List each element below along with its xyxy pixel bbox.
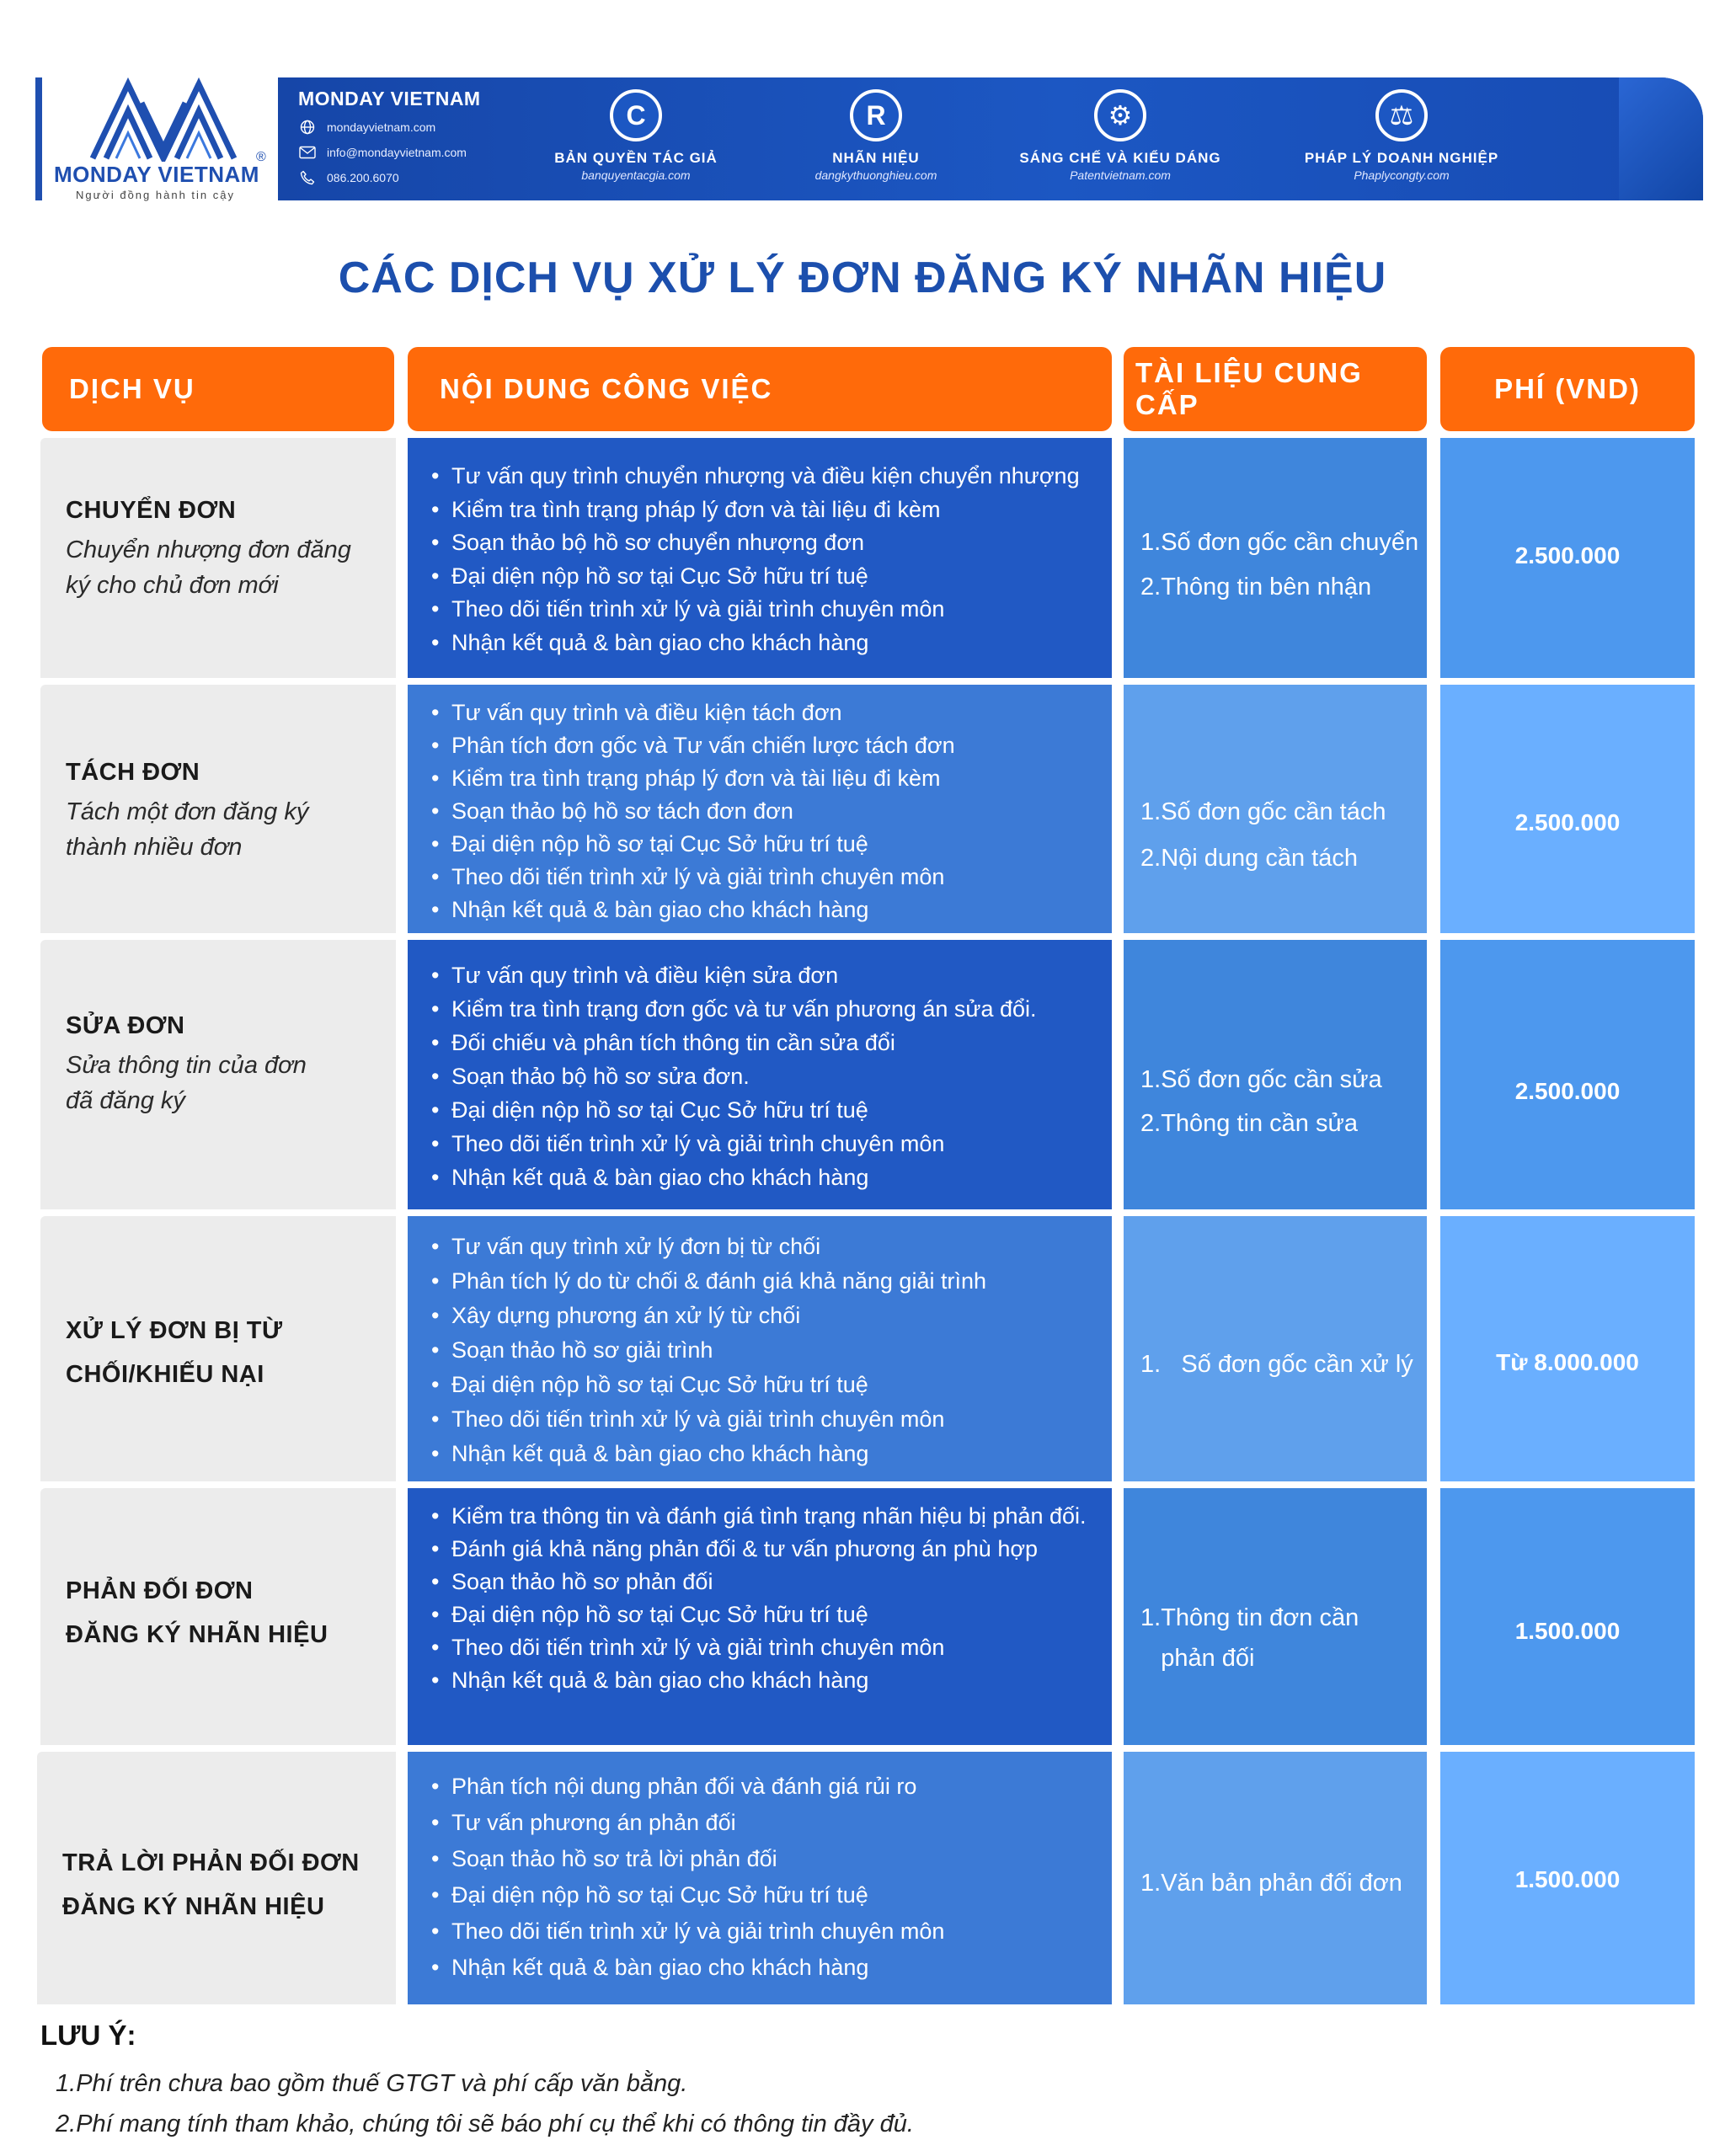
fee-value: 1.500.000 (1514, 1866, 1621, 1892)
service-cell (37, 1752, 396, 2004)
documents-list (1140, 1861, 1422, 1905)
column-header-docs: TÀI LIỆU CUNG CẤP (1124, 347, 1427, 431)
task-item: • Kiểm tra thông tin và đánh giá tình trạng nhãn hiệu bị phản đối. (431, 1500, 1095, 1533)
task-list (431, 460, 1095, 659)
service-name: ĐĂNG KÝ NHÃN HIỆU (66, 1621, 328, 1648)
document-text (1161, 1598, 1359, 1678)
email-text[interactable]: info@mondayvietnam.com (327, 146, 467, 159)
document-number: 1. (1140, 1351, 1182, 1378)
task-item: • Soạn thảo hồ sơ trả lời phản đối (431, 1841, 1095, 1877)
document-item (1140, 1598, 1422, 1678)
task-item: • Theo dõi tiến trình xử lý và giải trình chuyên môn (431, 861, 1095, 894)
document-line: Thông tin bên nhận (1161, 574, 1372, 600)
document-line: Số đơn gốc cần xử lý (1181, 1351, 1413, 1378)
service-title: NHÃN HIỆU (832, 150, 920, 166)
task-cell (408, 438, 1112, 678)
task-item: • Nhận kết quả & bàn giao cho khách hàng (431, 627, 1095, 660)
service-cell-content (66, 488, 379, 603)
task-item: • Theo dõi tiến trình xử lý và giải trình chuyên môn (431, 1402, 1095, 1437)
header-banner (278, 77, 1703, 200)
note-text: Phí mang tính tham khảo, chúng tôi sẽ báo phí cụ thể khi có thông tin đầy đủ. (76, 2111, 914, 2137)
task-item: • Nhận kết quả & bàn giao cho khách hàng (431, 1950, 1095, 1986)
task-item: • Nhận kết quả & bàn giao cho khách hàng (431, 1437, 1095, 1471)
service-name: TRẢ LỜI PHẢN ĐỐI ĐƠN (62, 1849, 360, 1876)
task-item: • Xây dựng phương án xử lý từ chối (431, 1299, 1095, 1333)
globe-icon (298, 120, 317, 135)
service-name: TÁCH ĐƠN (66, 759, 200, 786)
documents-list (1140, 789, 1422, 882)
registered-mark: ® (256, 150, 266, 164)
task-item: • Soạn thảo bộ hồ sơ chuyển nhượng đơn (431, 526, 1095, 560)
document-number: 1. (1140, 1066, 1162, 1093)
company-contact-block (298, 88, 481, 186)
service-legal[interactable] (1284, 89, 1519, 182)
document-number: 2. (1140, 574, 1162, 600)
phone-contact[interactable] (298, 169, 481, 186)
document-text (1161, 520, 1418, 565)
table-row (0, 1216, 1725, 1481)
task-item: • Đánh giá khả năng phản đối & tư vấn phương án phù hợp (431, 1533, 1095, 1566)
document-number: 2. (1140, 845, 1162, 872)
task-item: • Kiểm tra tình trạng đơn gốc và tư vấn phương án sửa đổi. (431, 992, 1095, 1026)
column-header-service: DỊCH VỤ (42, 347, 394, 431)
documents-list (1140, 1058, 1422, 1145)
task-item: • Phân tích đơn gốc và Tư vấn chiến lược tách đơn (431, 729, 1095, 762)
document-line: Thông tin đơn cần (1161, 1604, 1359, 1631)
column-header-job: NỘI DUNG CÔNG VIỆC (408, 347, 1112, 431)
phone-text[interactable]: 086.200.6070 (327, 171, 399, 184)
note-item (56, 2111, 914, 2138)
documents-cell (1124, 685, 1427, 933)
document-number: 2. (1140, 1110, 1162, 1137)
task-cell (408, 1752, 1112, 2004)
logo-m-mark-icon (76, 77, 270, 162)
website-contact[interactable] (298, 119, 481, 136)
phone-icon (298, 170, 317, 185)
task-item: • Đối chiếu và phân tích thông tin cần sửa đổi (431, 1026, 1095, 1059)
task-list (431, 1230, 1095, 1471)
task-item: • Nhận kết quả & bàn giao cho khách hàng (431, 1161, 1095, 1194)
column-header-fee: PHÍ (VND) (1440, 347, 1695, 431)
document-item (1140, 520, 1422, 565)
documents-cell (1124, 1752, 1427, 2004)
document-line: Số đơn gốc cần tách (1161, 798, 1386, 825)
service-description: thành nhiều đơn (66, 834, 243, 861)
task-item: • Nhận kết quả & bàn giao cho khách hàng (431, 1664, 1095, 1697)
document-line: phản đối (1161, 1645, 1255, 1672)
task-item: • Đại diện nộp hồ sơ tại Cục Sở hữu trí tuệ (431, 560, 1095, 594)
task-item: • Kiểm tra tình trạng pháp lý đơn và tài liệu đi kèm (431, 494, 1095, 527)
fee-cell (1440, 1752, 1695, 2004)
task-cell (408, 685, 1112, 933)
service-cell-content (66, 1004, 379, 1118)
note-number: 1. (56, 2070, 77, 2097)
fee-value: 1.500.000 (1514, 1618, 1621, 1644)
task-cell (408, 1216, 1112, 1481)
document-number: 1. (1140, 529, 1162, 556)
documents-cell (1124, 438, 1427, 678)
service-name: CHỐI/KHIẾU NẠI (66, 1361, 264, 1388)
documents-cell (1124, 1488, 1427, 1745)
fee-value: 2.500.000 (1514, 1078, 1621, 1104)
task-item: • Đại diện nộp hồ sơ tại Cục Sở hữu trí tuệ (431, 1093, 1095, 1127)
document-number: 1. (1140, 1604, 1162, 1631)
logo-name: MONDAY VIETNAM (54, 162, 259, 187)
table-row (0, 1488, 1725, 1745)
service-cell-content (66, 750, 379, 865)
notes-heading: LƯU Ý: (40, 2020, 136, 2051)
service-cell (40, 1216, 396, 1481)
document-item (1140, 565, 1422, 610)
service-url[interactable]: dangkythuonghieu.com (814, 168, 937, 182)
copyright-icon: C (610, 89, 662, 141)
company-logo (35, 77, 273, 202)
document-item (1140, 1342, 1422, 1386)
task-item: • Phân tích nội dung phản đối và đánh giá rủi ro (431, 1769, 1095, 1805)
service-copyright[interactable] (518, 89, 754, 182)
document-number: 1. (1140, 1870, 1162, 1897)
note-number: 2. (56, 2111, 77, 2137)
fee-cell (1440, 1216, 1695, 1481)
task-item: • Theo dõi tiến trình xử lý và giải trình chuyên môn (431, 593, 1095, 627)
task-item: • Tư vấn quy trình chuyển nhượng và điều kiện chuyển nhượng (431, 460, 1095, 494)
service-name: XỬ LÝ ĐƠN BỊ TỪ (66, 1317, 283, 1344)
service-title: SÁNG CHẾ VÀ KIỂU DÁNG (1019, 150, 1221, 166)
document-item (1140, 835, 1422, 882)
task-item: • Kiểm tra tình trạng pháp lý đơn và tài liệu đi kèm (431, 762, 1095, 795)
fee-value: 2.500.000 (1514, 542, 1621, 568)
document-item (1140, 1102, 1422, 1145)
service-url[interactable]: banquyentacgia.com (581, 168, 691, 182)
logo-tagline: Người đồng hành tin cậy (76, 189, 235, 201)
fee-cell (1440, 685, 1695, 933)
justice-scale-icon: ⚖ (1375, 89, 1428, 141)
fee-value: Từ 8.000.000 (1496, 1349, 1639, 1375)
task-list (431, 958, 1095, 1194)
service-cell (40, 940, 396, 1209)
service-url[interactable]: Phaplycongty.com (1354, 168, 1450, 182)
service-description: Chuyển nhượng đơn đăng (66, 536, 351, 563)
task-item: • Soạn thảo hồ sơ phản đối (431, 1566, 1095, 1598)
note-text: Phí trên chưa bao gồm thuế GTGT và phí cấp văn bằng. (76, 2070, 688, 2097)
task-item: • Soạn thảo hồ sơ giải trình (431, 1333, 1095, 1368)
task-item: • Đại diện nộp hồ sơ tại Cục Sở hữu trí tuệ (431, 828, 1095, 861)
task-item: • Tư vấn quy trình xử lý đơn bị từ chối (431, 1230, 1095, 1264)
task-item: • Nhận kết quả & bàn giao cho khách hàng (431, 894, 1095, 926)
table-row (0, 940, 1725, 1209)
task-list (431, 1769, 1095, 1986)
document-line: Văn bản phản đối đơn (1161, 1870, 1402, 1897)
service-description: đã đăng ký (66, 1087, 185, 1114)
document-line: Thông tin cần sửa (1161, 1110, 1359, 1137)
website-text[interactable]: mondayvietnam.com (327, 120, 436, 134)
documents-cell (1124, 940, 1427, 1209)
document-text (1161, 1861, 1402, 1905)
task-item: • Soạn thảo bộ hồ sơ tách đơn đơn (431, 795, 1095, 828)
documents-list (1140, 1342, 1422, 1386)
company-name: MONDAY VIETNAM (298, 88, 481, 109)
document-number: 1. (1140, 798, 1162, 825)
task-item: • Đại diện nộp hồ sơ tại Cục Sở hữu trí tuệ (431, 1877, 1095, 1913)
patent-gear-icon: ⚙ (1094, 89, 1146, 141)
service-cell-content (62, 1841, 379, 1929)
table-row (0, 438, 1725, 678)
task-list (431, 1500, 1095, 1697)
service-name: ĐĂNG KÝ NHÃN HIỆU (62, 1893, 325, 1920)
task-item: • Tư vấn quy trình và điều kiện tách đơn (431, 696, 1095, 729)
service-cell-content (66, 1569, 379, 1657)
document-text (1161, 1102, 1358, 1145)
fee-cell (1440, 1488, 1695, 1745)
document-line: Số đơn gốc cần sửa (1161, 1066, 1382, 1093)
page-title: CÁC DỊCH VỤ XỬ LÝ ĐƠN ĐĂNG KÝ NHÃN HIỆU (338, 253, 1387, 302)
task-item: • Phân tích lý do từ chối & đánh giá khả năng giải trình (431, 1264, 1095, 1299)
document-line: Số đơn gốc cần chuyển (1161, 529, 1419, 556)
task-item: • Theo dõi tiến trình xử lý và giải trình chuyên môn (431, 1631, 1095, 1664)
service-name: CHUYỂN ĐƠN (66, 497, 237, 524)
service-cell (40, 438, 396, 678)
document-text (1161, 1058, 1382, 1102)
task-cell (408, 1488, 1112, 1745)
service-description: Sửa thông tin của đơn (66, 1052, 307, 1079)
service-title: PHÁP LÝ DOANH NGHIỆP (1304, 150, 1499, 166)
task-item: • Soạn thảo bộ hồ sơ sửa đơn. (431, 1059, 1095, 1093)
fee-cell (1440, 438, 1695, 678)
service-trademark[interactable] (758, 89, 994, 182)
service-patent[interactable] (1002, 89, 1238, 182)
task-item: • Tư vấn phương án phản đối (431, 1805, 1095, 1841)
document-text (1161, 835, 1358, 882)
service-cell-content (66, 1309, 379, 1396)
service-name: SỬA ĐƠN (66, 1012, 185, 1039)
service-cell (40, 685, 396, 933)
service-description: ký cho chủ đơn mới (66, 572, 279, 599)
documents-cell (1124, 1216, 1427, 1481)
task-item: • Theo dõi tiến trình xử lý và giải trình chuyên môn (431, 1913, 1095, 1950)
document-item (1140, 1058, 1422, 1102)
service-description: Tách một đơn đăng ký (66, 798, 309, 825)
service-url[interactable]: Patentvietnam.com (1070, 168, 1171, 182)
task-item: • Đại diện nộp hồ sơ tại Cục Sở hữu trí tuệ (431, 1368, 1095, 1402)
document-text (1181, 1342, 1413, 1386)
task-list (431, 696, 1095, 926)
task-item: • Theo dõi tiến trình xử lý và giải trình chuyên môn (431, 1127, 1095, 1161)
task-item: • Đại diện nộp hồ sơ tại Cục Sở hữu trí tuệ (431, 1598, 1095, 1631)
fee-value: 2.500.000 (1514, 809, 1621, 835)
logo-accent-bar (35, 77, 42, 200)
email-contact[interactable] (298, 144, 481, 161)
task-cell (408, 940, 1112, 1209)
document-item (1140, 1861, 1422, 1905)
documents-list (1140, 1598, 1422, 1678)
task-item: • Tư vấn quy trình và điều kiện sửa đơn (431, 958, 1095, 992)
document-text (1161, 789, 1386, 835)
service-cell (40, 1488, 396, 1745)
document-item (1140, 789, 1422, 835)
registered-trademark-icon: R (850, 89, 902, 141)
banner-corner-stripe (1619, 77, 1703, 200)
mail-icon (298, 146, 317, 159)
service-name: PHẢN ĐỐI ĐƠN (66, 1577, 254, 1604)
documents-list (1140, 520, 1422, 610)
fee-cell (1440, 940, 1695, 1209)
document-line: Nội dung cần tách (1161, 845, 1358, 872)
note-item (56, 2070, 687, 2098)
table-row (0, 685, 1725, 933)
service-title: BẢN QUYỀN TÁC GIẢ (554, 150, 718, 166)
table-row (0, 1752, 1725, 2004)
document-text (1161, 565, 1371, 610)
